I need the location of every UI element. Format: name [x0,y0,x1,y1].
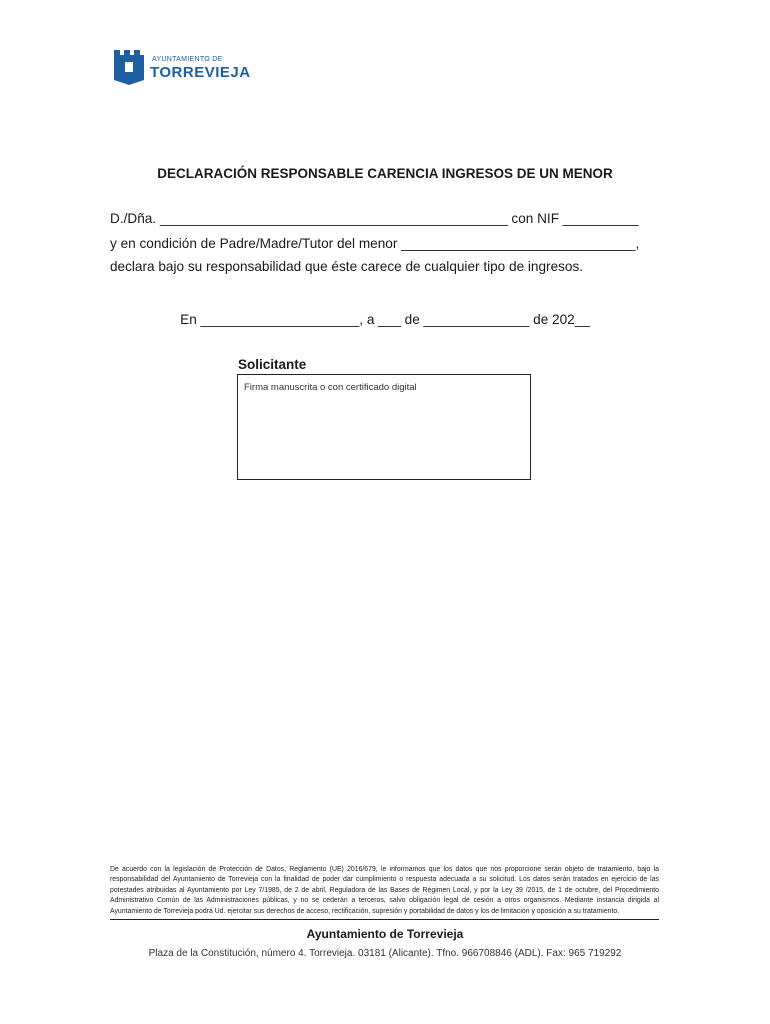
logo-small-text: AYUNTAMIENTO DE [152,56,223,63]
tower-logo-icon [112,48,146,86]
place-date-line: En _____________________, a ___ de ______________ de 202__ [180,312,590,327]
logo [112,48,252,90]
declaration-line: declara bajo su responsabilidad que éste carece de cualquier tipo de ingresos. [110,259,584,274]
signature-label: Solicitante [238,357,307,372]
document-title: DECLARACIÓN RESPONSABLE CARENCIA INGRESOS DE UN MENOR [157,166,613,181]
footer-divider [110,919,659,920]
footer-name: Ayuntamiento de Torrevieja [306,927,464,941]
legal-notice: De acuerdo con la legislación de Protección de Datos, Reglamento (UE) 2016/679, le informamos que los datos que nos proporcione serán objeto de tratamiento, bajo la responsabilidad del Ayuntamiento de Torrevieja con la finalidad de poder dar cumplimiento o respuesta adecuada a su solicitud. Los datos serán tratados en ejercicio de las potestades atribuidas al Ayuntamiento por Ley 7/1985, de 2 de abril, Reguladora de las Bases de Régimen Local, y por la Ley 39 /2015, de 1 de octubre, del Procedimiento Administrativo Común de las Administraciones públicas, y no se cederán a terceros, salvo obligación legal de cesión a otros organismos. Mediante instancia dirigida al Ayuntamiento de Torrevieja podrá Ud. ejercitar sus derechos de acceso, rectificación, supresión y portabilidad de datos y los de limitación y oposición a su tratamiento. [110,866,659,915]
signature-box[interactable] [237,374,531,480]
guardian-line: y en condición de Padre/Madre/Tutor del menor _______________________________, [110,236,640,251]
declarant-line: D./Dña. ______________________________________________ con NIF __________ [110,211,639,226]
signature-hint: Firma manuscrita o con certificado digital [244,382,417,393]
logo-big-text: TORREVIEJA [150,64,251,81]
footer-address: Plaza de la Constitución, número 4. Torrevieja. 03181 (Alicante). Tfno. 966708846 (ADL). Fax: 965 719292 [148,948,622,959]
